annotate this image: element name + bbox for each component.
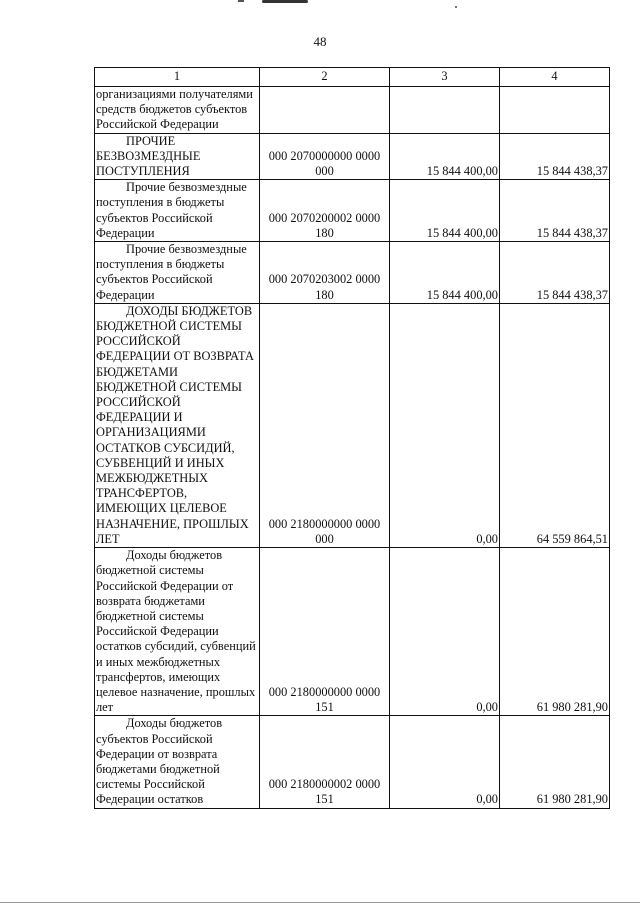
row-code: 000 2180000000 0000 151 xyxy=(260,548,390,716)
row-name: Доходы бюджетов бюджетной системы Российской Федерации от возврата бюджетами бюджетной системы Российской Федерации остатков субсидий, субвенций и иных межбюджетных трансфертов, имеющих целевое назначение, прошлых лет xyxy=(96,548,256,715)
scan-edge-line xyxy=(0,902,640,903)
row-name: организациями получателями средств бюджетов субъектов Российской Федерации xyxy=(96,87,253,132)
table-row xyxy=(95,242,610,304)
table-row xyxy=(95,87,610,134)
scan-artifact xyxy=(238,0,244,2)
row-code xyxy=(260,87,390,134)
row-value-2022: 64 559 864,51 xyxy=(500,303,610,547)
table-row xyxy=(95,548,610,716)
column-header: 2 xyxy=(260,68,390,87)
row-value-2022: 15 844 438,37 xyxy=(500,180,610,242)
row-name: Прочие безвозмездные поступления в бюджеты субъектов Российской Федерации xyxy=(96,180,247,240)
scan-artifact xyxy=(262,0,308,3)
row-name-cell xyxy=(95,716,260,808)
row-code: 000 2070203002 0000 180 xyxy=(260,242,390,304)
row-value-2021: 0,00 xyxy=(390,303,500,547)
row-value-2022 xyxy=(500,87,610,134)
row-value-2021: 0,00 xyxy=(390,716,500,808)
row-code: 000 2180000000 0000 000 xyxy=(260,303,390,547)
row-name-cell xyxy=(95,87,260,134)
row-value-2022: 15 844 438,37 xyxy=(500,242,610,304)
page-number: 48 xyxy=(313,34,327,49)
row-name-cell xyxy=(95,303,260,547)
row-value-2022: 61 980 281,90 xyxy=(500,548,610,716)
row-value-2021: 15 844 400,00 xyxy=(390,242,500,304)
row-name-cell xyxy=(95,133,260,180)
row-code: 000 2070000000 0000 000 xyxy=(260,133,390,180)
row-value-2022: 15 844 438,37 xyxy=(500,133,610,180)
row-name-cell xyxy=(95,180,260,242)
budget-revenue-table xyxy=(94,67,610,809)
row-value-2021 xyxy=(390,87,500,134)
row-code: 000 2180000002 0000 151 xyxy=(260,716,390,808)
scan-artifact xyxy=(455,6,457,8)
row-name-cell xyxy=(95,242,260,304)
row-value-2021: 0,00 xyxy=(390,548,500,716)
column-header: 1 xyxy=(95,68,260,87)
row-name: Доходы бюджетов субъектов Российской Федерации от возврата бюджетами бюджетной системы Российской Федерации остатков xyxy=(96,716,223,807)
row-name-cell xyxy=(95,548,260,716)
row-code: 000 2070200002 0000 180 xyxy=(260,180,390,242)
row-value-2021: 15 844 400,00 xyxy=(390,133,500,180)
table-header-row xyxy=(95,68,610,87)
row-name: ДОХОДЫ БЮДЖЕТОВ БЮДЖЕТНОЙ СИСТЕМЫ РОССИЙСКОЙ ФЕДЕРАЦИИ ОТ ВОЗВРАТА БЮДЖЕТАМИ БЮДЖЕТНОЙ СИСТЕМЫ РОССИЙСКОЙ ФЕДЕРАЦИИ И ОРГАНИЗАЦИЯМИ ОСТАТКОВ СУБСИДИЙ, СУБВЕНЦИЙ И ИНЫХ МЕЖБЮДЖЕТНЫХ ТРАНСФЕРТОВ, ИМЕЮЩИХ ЦЕЛЕВОЕ НАЗНАЧЕНИЕ, ПРОШЛЫХ ЛЕТ xyxy=(96,303,254,546)
column-header: 4 xyxy=(500,68,610,87)
table-row xyxy=(95,716,610,808)
table-row xyxy=(95,180,610,242)
table-row xyxy=(95,133,610,180)
column-header: 3 xyxy=(390,68,500,87)
row-name: Прочие безвозмездные поступления в бюджеты субъектов Российской Федерации xyxy=(96,242,247,302)
row-name: ПРОЧИЕ БЕЗВОЗМЕЗДНЫЕ ПОСТУПЛЕНИЯ xyxy=(96,133,201,179)
table-row xyxy=(95,303,610,547)
row-value-2021: 15 844 400,00 xyxy=(390,180,500,242)
row-value-2022: 61 980 281,90 xyxy=(500,716,610,808)
